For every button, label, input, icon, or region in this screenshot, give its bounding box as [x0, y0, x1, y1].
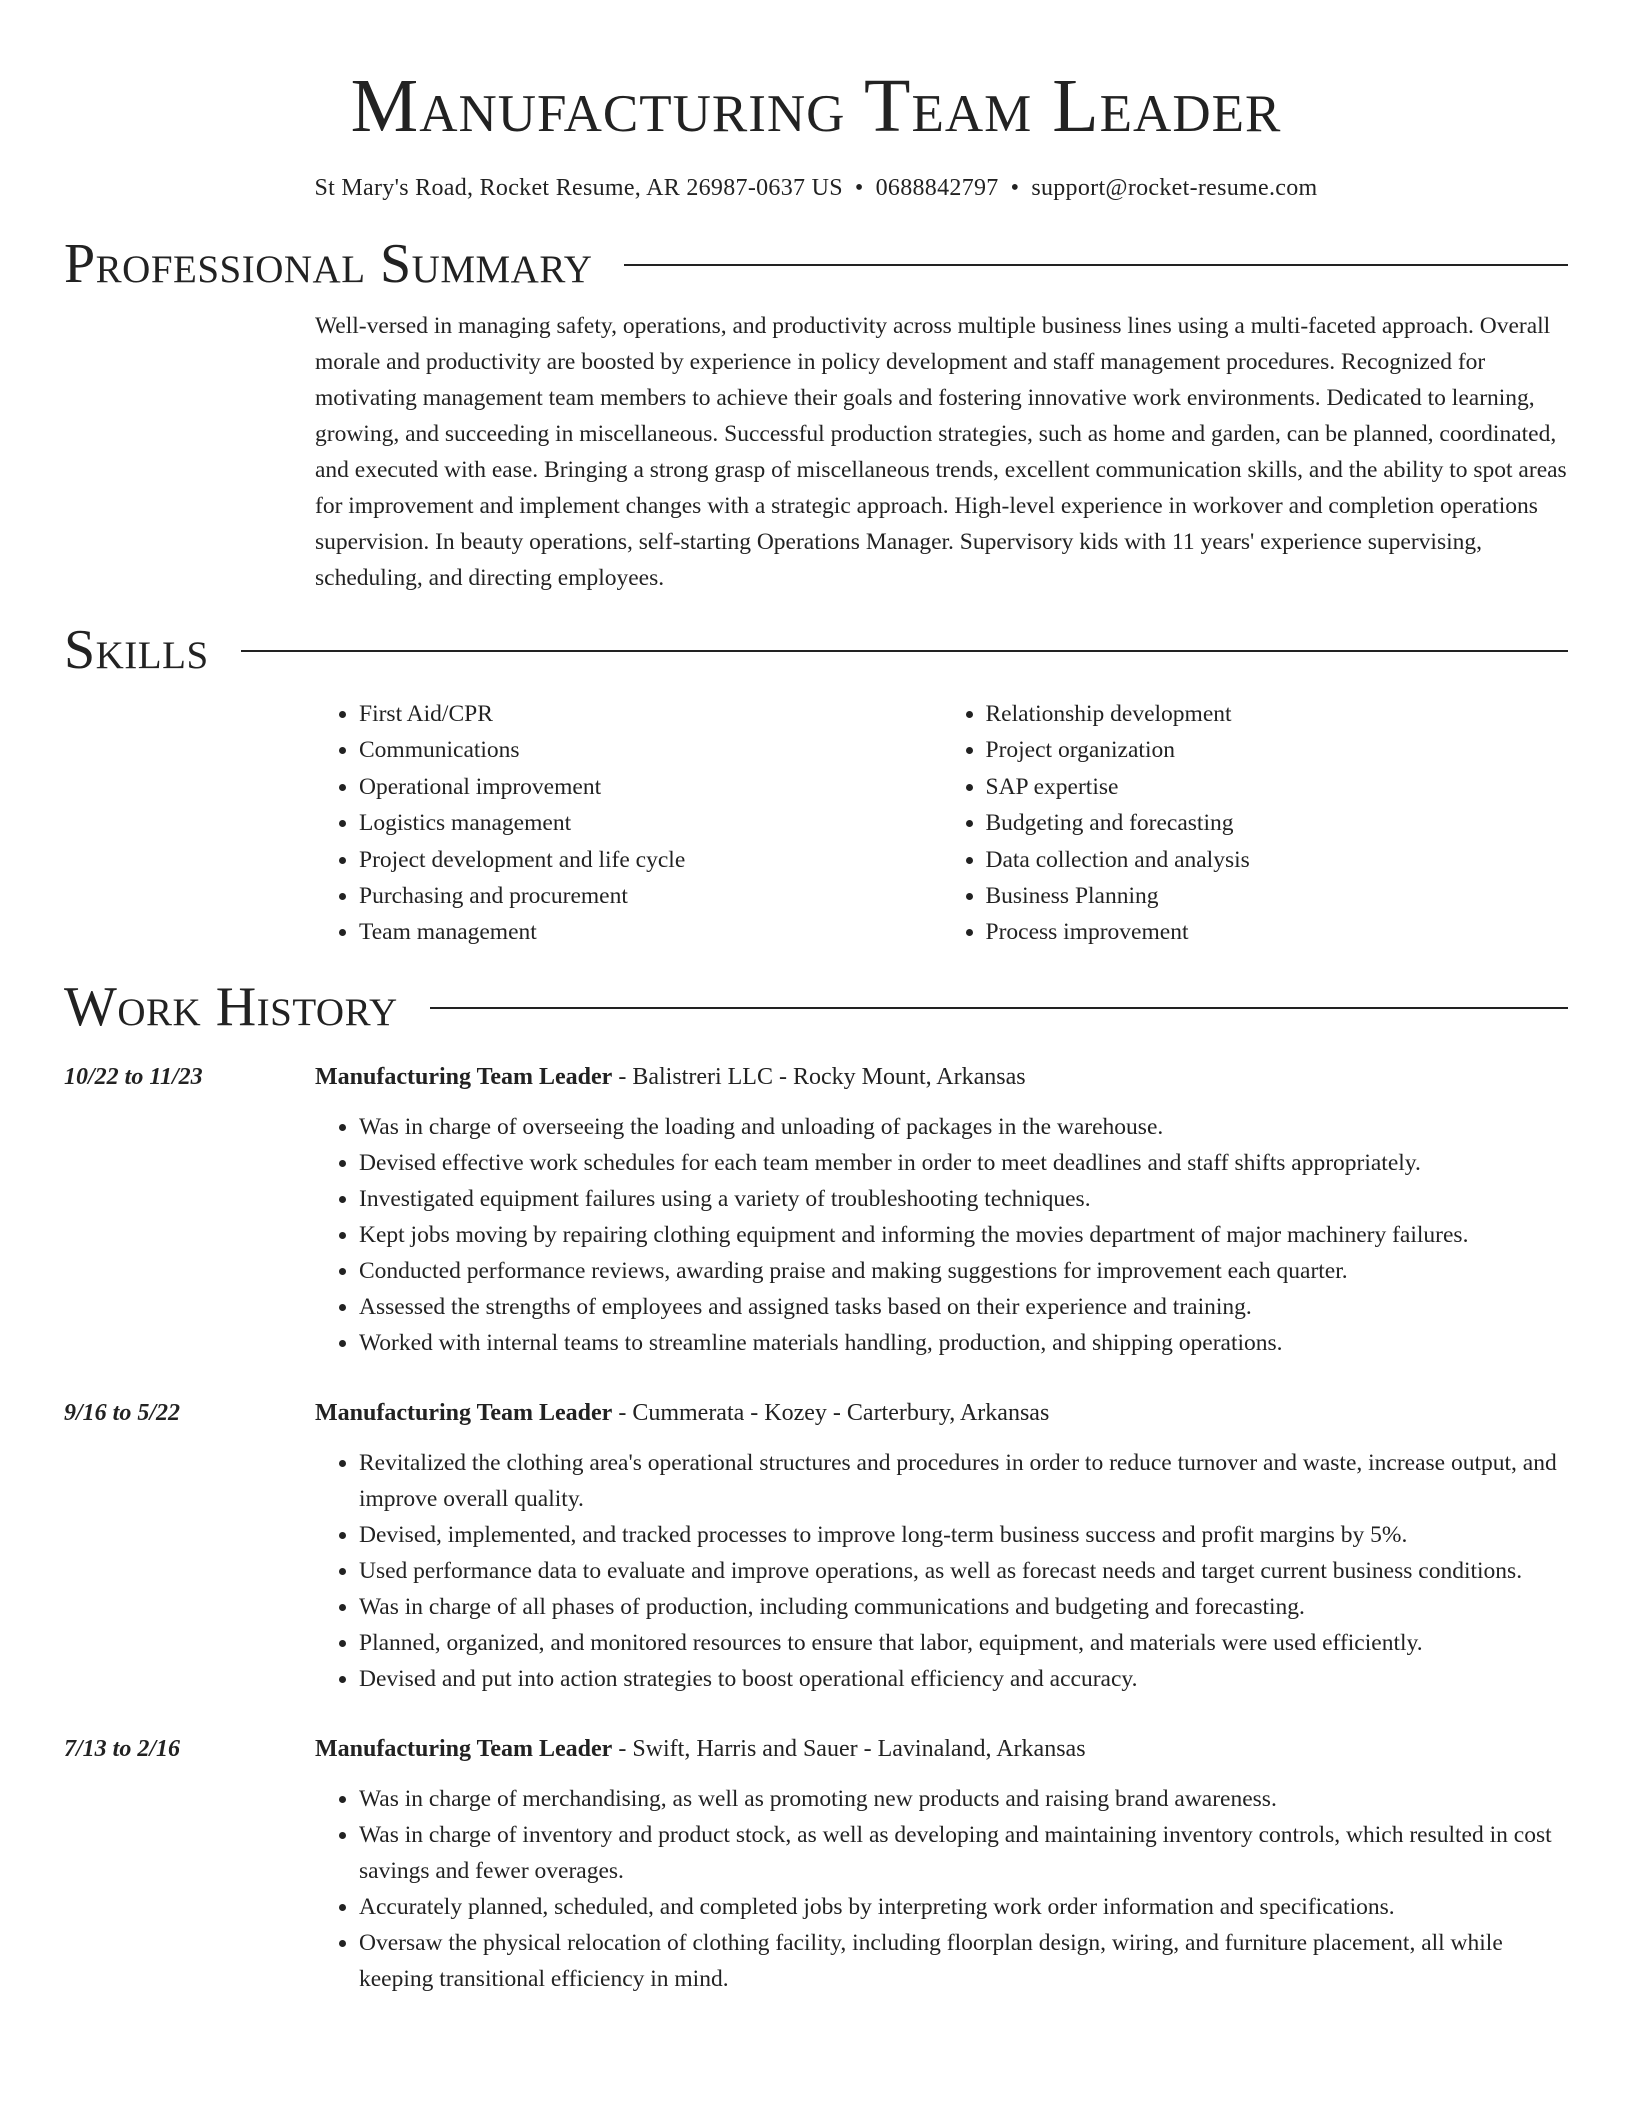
section-divider [241, 650, 1568, 652]
job-bullet: • Assessed the strengths of employees and assigned tasks based on their experience and training. [359, 1289, 1568, 1325]
skill-item: • Data collection and analysis [986, 842, 1569, 878]
job-bullet: • Investigated equipment failures using a variety of troubleshooting techniques. [359, 1181, 1568, 1217]
skill-item: • Team management [359, 914, 942, 950]
job-bullet: • Was in charge of inventory and product stock, as well as developing and maintaining inventory controls, which resulted in cost savings and fewer overages. [359, 1817, 1568, 1889]
job-bullet: • Accurately planned, scheduled, and completed jobs by interpreting work order information and specifications. [359, 1889, 1568, 1925]
job-header [315, 1395, 1568, 1431]
job-bullet: • Kept jobs moving by repairing clothing equipment and informing the movies department of major machinery failures. [359, 1217, 1568, 1253]
contact-separator: • [1010, 175, 1020, 201]
resume-page [64, 0, 1568, 1997]
job-header [315, 1059, 1568, 1095]
job-bullet: • Devised effective work schedules for each team member in order to meet deadlines and staff shifts appropriately. [359, 1145, 1568, 1181]
job-bullet: • Devised and put into action strategies to boost operational efficiency and accuracy. [359, 1661, 1568, 1697]
job-bullet: • Revitalized the clothing area's operational structures and procedures in order to reduce turnover and waste, increase output, and improve overall quality. [359, 1445, 1568, 1517]
job-body [315, 1395, 1568, 1697]
contact-address: St Mary's Road, Rocket Resume, AR 26987-0637 US [314, 175, 843, 201]
job-bullet: • Conducted performance reviews, awarding praise and making suggestions for improvement each quarter. [359, 1253, 1568, 1289]
skill-item: • SAP expertise [986, 769, 1569, 805]
job-employer: - Cummerata - Kozey - Carterbury, Arkansas [612, 1399, 1050, 1426]
job-bullet-list [315, 1445, 1568, 1697]
job-employer: - Swift, Harris and Sauer - Lavinaland, Arkansas [612, 1735, 1086, 1762]
section-divider [430, 1007, 1568, 1009]
contact-line [64, 172, 1568, 204]
skill-item: • Project organization [986, 732, 1569, 768]
skill-item: • Purchasing and procurement [359, 878, 942, 914]
skills-section [64, 618, 1568, 951]
skill-item: • Process improvement [986, 914, 1569, 950]
job-entry [64, 1059, 1568, 1361]
skills-column-left [315, 696, 942, 951]
job-bullet-list [315, 1109, 1568, 1361]
job-title: Manufacturing Team Leader [315, 1063, 613, 1090]
skill-item: • Budgeting and forecasting [986, 805, 1569, 841]
work-history-section [64, 975, 1568, 1997]
contact-separator: • [854, 175, 864, 201]
job-header [315, 1731, 1568, 1767]
contact-phone: 0688842797 [875, 175, 999, 201]
job-dates: 10/22 to 11/23 [64, 1063, 203, 1090]
summary-heading: Professional Summary [64, 233, 593, 295]
summary-text: Well-versed in managing safety, operations, and productivity across multiple business lines using a multi-faceted approach. Overall morale and productivity are boosted by experience in policy development and staff management procedures. Recognized for motivating management team members to achieve their goals and fostering innovative work environments. Dedicated to learning, growing, and succeeding in miscellaneous. Successful production strategies, such as home and garden, can be planned, coordinated, and executed with ease. Bringing a strong grasp of miscellaneous trends, excellent communication skills, and the ability to spot areas for improvement and implement changes with a strategic approach. High-level experience in workover and completion operations supervision. In beauty operations, self-starting Operations Manager. Supervisory kids with 11 years' experience supervising, scheduling, and directing employees. [315, 313, 1567, 591]
job-bullet: • Was in charge of merchandising, as well as promoting new products and raising brand awareness. [359, 1781, 1568, 1817]
job-bullet-list [315, 1781, 1568, 1997]
skills-list [315, 696, 1568, 951]
job-body [315, 1059, 1568, 1361]
job-bullet: • Was in charge of all phases of production, including communications and budgeting and forecasting. [359, 1589, 1568, 1625]
resume-name: Manufacturing Team Leader [350, 64, 1282, 148]
job-bullet: • Planned, organized, and monitored resources to ensure that labor, equipment, and materials were used efficiently. [359, 1625, 1568, 1661]
contact-email: support@rocket-resume.com [1031, 175, 1318, 201]
job-bullet: • Devised, implemented, and tracked processes to improve long-term business success and profit margins by 5%. [359, 1517, 1568, 1553]
job-entry [64, 1395, 1568, 1697]
work-heading: Work History [64, 975, 398, 1038]
section-divider [624, 264, 1568, 266]
job-dates: 7/13 to 2/16 [64, 1735, 181, 1762]
skill-item: • Logistics management [359, 805, 942, 841]
skill-item: • Operational improvement [359, 769, 942, 805]
job-bullet: • Oversaw the physical relocation of clothing facility, including floorplan design, wiring, and furniture placement, all while keeping transitional efficiency in mind. [359, 1925, 1568, 1997]
skill-item: • Project development and life cycle [359, 842, 942, 878]
job-employer: - Balistreri LLC - Rocky Mount, Arkansas [612, 1063, 1026, 1090]
job-bullet: • Used performance data to evaluate and improve operations, as well as forecast needs and target current business conditions. [359, 1553, 1568, 1589]
skill-item: • Communications [359, 732, 942, 768]
job-title: Manufacturing Team Leader [315, 1735, 613, 1762]
job-title: Manufacturing Team Leader [315, 1399, 613, 1426]
skills-column-right [942, 696, 1569, 951]
skill-item: • Relationship development [986, 696, 1569, 732]
skill-item: • First Aid/CPR [359, 696, 942, 732]
skills-heading-row [64, 618, 1568, 682]
job-dates: 9/16 to 5/22 [64, 1399, 181, 1426]
work-heading-row [64, 975, 1568, 1039]
summary-section [64, 232, 1568, 596]
skills-heading: Skills [64, 619, 209, 681]
skill-item: • Business Planning [986, 878, 1569, 914]
job-entry [64, 1731, 1568, 1997]
job-bullet: • Worked with internal teams to streamline materials handling, production, and shipping operations. [359, 1325, 1568, 1361]
job-body [315, 1731, 1568, 1997]
job-bullet: • Was in charge of overseeing the loading and unloading of packages in the warehouse. [359, 1109, 1568, 1145]
summary-heading-row [64, 232, 1568, 296]
